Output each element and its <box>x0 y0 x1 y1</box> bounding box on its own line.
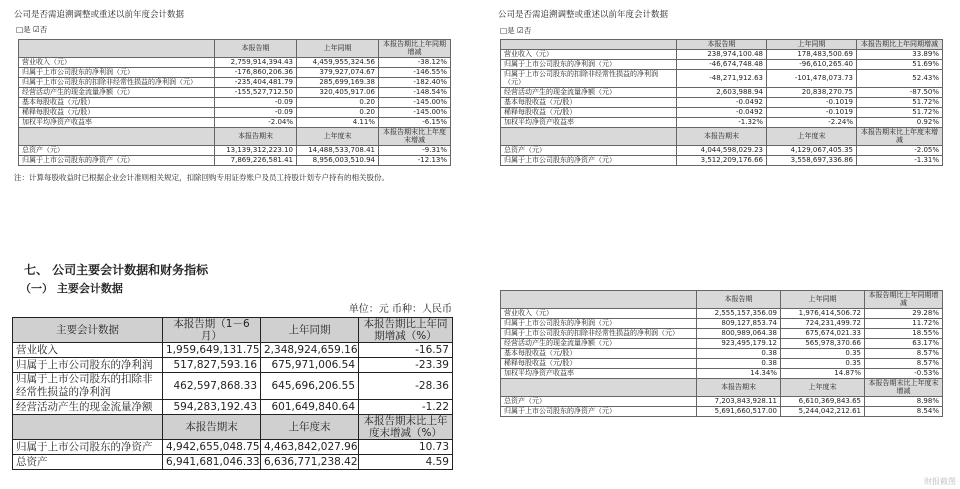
cell-value: 4,463,842,027.96 <box>261 440 359 455</box>
table-row <box>19 97 451 107</box>
cell-value: 14.87% <box>781 368 865 378</box>
table-row <box>501 358 943 368</box>
cell-value: 462,597,868.33 <box>163 373 261 400</box>
table-row <box>501 308 943 318</box>
row-label: 归属于上市公司股东的扣除非经常性损益的净利润（元） <box>501 70 677 88</box>
row-label: 归属于上市公司股东的扣除非经常性损益的净利润（元） <box>19 77 215 87</box>
cell-value: 0.20 <box>297 97 379 107</box>
br-table <box>500 290 943 417</box>
table-row <box>501 338 943 348</box>
watermark-text: 财报截图 <box>924 477 956 486</box>
top-right-panel <box>498 8 948 240</box>
tl-tbody <box>19 40 451 166</box>
cell-value: -0.0492 <box>677 97 767 107</box>
cell-value: 675,971,006.54 <box>261 358 359 373</box>
tr-option: □是 ☑否 <box>500 26 532 35</box>
table-row <box>19 57 451 67</box>
cell-value: -96,610,265.40 <box>767 60 857 70</box>
tr-header-row <box>501 40 943 50</box>
cell-value: 6,636,771,238.42 <box>261 455 359 470</box>
cell-value: 13,139,312,223.10 <box>215 145 297 155</box>
cell-value: 4,044,598,029.23 <box>677 145 767 155</box>
cell-value: -1.31% <box>857 155 943 165</box>
cell-value: 5,244,042,212.61 <box>781 406 865 416</box>
cell-value: -87.50% <box>857 87 943 97</box>
cell-value: 0.38 <box>697 358 781 368</box>
cell-value: 5,691,660,517.00 <box>697 406 781 416</box>
cell-value: 33.89% <box>857 50 943 60</box>
bottom-left-panel <box>10 256 460 486</box>
cell-value: 20,838,270.75 <box>767 87 857 97</box>
cell-value: 0.35 <box>781 358 865 368</box>
cell-value: -23.39 <box>359 358 453 373</box>
column-header <box>13 415 163 440</box>
cell-value: 379,927,074.67 <box>297 67 379 77</box>
table-row <box>13 400 453 415</box>
row-label: 经营活动产生的现金流量净额（元） <box>19 87 215 97</box>
table-row <box>501 328 943 338</box>
column-header <box>501 127 677 145</box>
cell-value: 7,203,843,928.11 <box>697 396 781 406</box>
cell-value: 63.17% <box>865 338 943 348</box>
row-label: 总资产（元） <box>501 396 697 406</box>
bl-header-row <box>13 318 453 343</box>
cell-value: 675,674,021.33 <box>781 328 865 338</box>
cell-value: 1,976,414,506.72 <box>781 308 865 318</box>
cell-value: 52.43% <box>857 70 943 88</box>
tr-tbody <box>501 40 943 166</box>
cell-value: 29.28% <box>865 308 943 318</box>
row-label: 归属于上市公司股东的净利润（元） <box>19 67 215 77</box>
cell-value: -0.09 <box>215 107 297 117</box>
bl-header-row <box>13 415 453 440</box>
row-label: 营业收入（元） <box>501 50 677 60</box>
cell-value: 238,974,100.48 <box>677 50 767 60</box>
row-label: 稀释每股收益（元/股） <box>19 107 215 117</box>
row-label: 营业收入（元） <box>501 308 697 318</box>
cell-value: -182.40% <box>379 77 451 87</box>
column-header: 本报告期末比上年度末增减 <box>379 127 451 145</box>
column-header <box>19 40 215 58</box>
column-header: 上年度末 <box>767 127 857 145</box>
column-header: 上年同期 <box>781 291 865 309</box>
cell-value: 3,558,697,336.86 <box>767 155 857 165</box>
cell-value: 51.69% <box>857 60 943 70</box>
row-label: 归属于上市公司股东的净资产（元） <box>501 406 697 416</box>
cell-value: 51.72% <box>857 107 943 117</box>
column-header <box>501 291 697 309</box>
row-label: 归属于上市公司股东的净利润 <box>13 358 163 373</box>
table-row <box>501 368 943 378</box>
column-header: 上年同期 <box>297 40 379 58</box>
column-header: 上年同期 <box>767 40 857 50</box>
cell-value: 645,696,206.55 <box>261 373 359 400</box>
row-label: 归属于上市公司股东的净利润（元） <box>501 318 697 328</box>
bl-tbody <box>13 318 453 470</box>
cell-value: 320,405,917.06 <box>297 87 379 97</box>
table-row <box>13 358 453 373</box>
row-label: 加权平均净资产收益率 <box>19 117 215 127</box>
column-header <box>19 127 215 145</box>
cell-value: 8.98% <box>865 396 943 406</box>
cell-value: 923,495,179.12 <box>697 338 781 348</box>
table-row <box>501 107 943 117</box>
cell-value: 6,610,369,843.65 <box>781 396 865 406</box>
row-label: 加权平均净资产收益率 <box>501 117 677 127</box>
cell-value: -1.22 <box>359 400 453 415</box>
row-label: 经营活动产生的现金流量净额（元） <box>501 338 697 348</box>
row-label: 营业收入 <box>13 343 163 358</box>
cell-value: -176,860,206.36 <box>215 67 297 77</box>
table-row <box>501 97 943 107</box>
cell-value: -148.54% <box>379 87 451 97</box>
cell-value: -0.09 <box>215 97 297 107</box>
table-row <box>501 50 943 60</box>
cell-value: -146.55% <box>379 67 451 77</box>
cell-value: 0.35 <box>781 348 865 358</box>
br-header-row <box>501 291 943 309</box>
table-row <box>19 67 451 77</box>
bl-unit: 单位：元 币种：人民币 <box>348 304 452 315</box>
cell-value: -12.13% <box>379 155 451 165</box>
cell-value: 594,283,192.43 <box>163 400 261 415</box>
cell-value: -0.1019 <box>767 97 857 107</box>
column-header: 本报告期末 <box>215 127 297 145</box>
cell-value: -48,271,912.63 <box>677 70 767 88</box>
table-row <box>19 155 451 165</box>
cell-value: 14.34% <box>697 368 781 378</box>
cell-value: 14,488,533,708.41 <box>297 145 379 155</box>
table-row <box>19 145 451 155</box>
table-row <box>501 348 943 358</box>
column-header: 本报告期比上年同期增减 <box>865 291 943 309</box>
column-header <box>501 40 677 50</box>
table-row <box>501 60 943 70</box>
table-row <box>19 117 451 127</box>
table-row <box>501 117 943 127</box>
cell-value: -46,674,748.48 <box>677 60 767 70</box>
column-header: 本报告期末 <box>677 127 767 145</box>
cell-value: 601,649,840.64 <box>261 400 359 415</box>
bottom-right-panel <box>498 290 948 480</box>
cell-value: -145.00% <box>379 97 451 107</box>
cell-value: -145.00% <box>379 107 451 117</box>
row-label: 稀释每股收益（元/股） <box>501 358 697 368</box>
tr-table <box>500 39 943 166</box>
row-label: 归属于上市公司股东的净利润（元） <box>501 60 677 70</box>
cell-value: -0.0492 <box>677 107 767 117</box>
cell-value: 8,956,003,510.94 <box>297 155 379 165</box>
table-row <box>501 396 943 406</box>
cell-value: -235,404,481.79 <box>215 77 297 87</box>
column-header: 上年度末 <box>261 415 359 440</box>
cell-value: 11.72% <box>865 318 943 328</box>
table-row <box>501 145 943 155</box>
table-row <box>19 107 451 117</box>
cell-value: -101,478,073.73 <box>767 70 857 88</box>
cell-value: -2.04% <box>215 117 297 127</box>
bl-table <box>12 317 453 470</box>
cell-value: 809,127,853.74 <box>697 318 781 328</box>
table-row <box>501 87 943 97</box>
row-label: 基本每股收益（元/股） <box>501 348 697 358</box>
cell-value: 3,512,209,176.66 <box>677 155 767 165</box>
column-header: 本报告期比上年同期增减（%） <box>359 318 453 343</box>
cell-value: -0.1019 <box>767 107 857 117</box>
column-header: 上年度末 <box>297 127 379 145</box>
cell-value: 8.57% <box>865 358 943 368</box>
row-label: 归属于上市公司股东的扣除非经常性损益的净利润 <box>13 373 163 400</box>
cell-value: 18.55% <box>865 328 943 338</box>
column-header: 本报告期 <box>215 40 297 58</box>
column-header: 本报告期 <box>697 291 781 309</box>
column-header: 本报告期 <box>677 40 767 50</box>
cell-value: 800,989,064.38 <box>697 328 781 338</box>
cell-value: 565,978,370.66 <box>781 338 865 348</box>
bl-section-title: 七、 公司主要会计数据和财务指标 <box>24 263 209 277</box>
top-left-panel <box>14 8 454 248</box>
row-label: 经营活动产生的现金流量净额 <box>13 400 163 415</box>
table-row <box>501 406 943 416</box>
tl-table <box>18 39 451 166</box>
cell-value: 8.57% <box>865 348 943 358</box>
column-header: 本报告期末比上年度末增减（%） <box>359 415 453 440</box>
tl-option: □是 ☑否 <box>16 25 48 34</box>
table-row <box>19 77 451 87</box>
cell-value: -9.31% <box>379 145 451 155</box>
row-label: 基本每股收益（元/股） <box>19 97 215 107</box>
table-row <box>13 440 453 455</box>
column-header: 本报告期末比上年度末增减 <box>857 127 943 145</box>
table-row <box>501 318 943 328</box>
column-header: 主要会计数据 <box>13 318 163 343</box>
row-label: 营业收入（元） <box>19 57 215 67</box>
column-header <box>501 378 697 396</box>
row-label: 总资产（元） <box>501 145 677 155</box>
cell-value: 724,231,499.72 <box>781 318 865 328</box>
cell-value: 2,759,914,394.43 <box>215 57 297 67</box>
cell-value: 2,348,924,659.16 <box>261 343 359 358</box>
row-label: 稀释每股收益（元/股） <box>501 107 677 117</box>
tl-heading: 公司是否需追溯调整或重述以前年度会计数据 <box>14 10 185 20</box>
tr-heading: 公司是否需追溯调整或重述以前年度会计数据 <box>498 10 669 20</box>
table-row <box>13 455 453 470</box>
row-label: 归属于上市公司股东的净资产（元） <box>501 155 677 165</box>
cell-value: 4,459,955,324.56 <box>297 57 379 67</box>
tl-footnote: 注：计算每股收益时已根据企业会计准则相关规定，扣除回购专用证券账户及员工持股计划专户持有的相关股份。 <box>14 172 389 182</box>
cell-value: 1,959,649,131.75 <box>163 343 261 358</box>
column-header: 本报告期末 <box>697 378 781 396</box>
cell-value: 7,869,226,581.41 <box>215 155 297 165</box>
cell-value: 8.54% <box>865 406 943 416</box>
tr-header-row <box>501 127 943 145</box>
cell-value: -2.05% <box>857 145 943 155</box>
cell-value: 178,483,500.69 <box>767 50 857 60</box>
cell-value: 0.38 <box>697 348 781 358</box>
table-row <box>13 373 453 400</box>
cell-value: -2.24% <box>767 117 857 127</box>
cell-value: 2,555,157,356.09 <box>697 308 781 318</box>
cell-value: -38.12% <box>379 57 451 67</box>
column-header: 上年度末 <box>781 378 865 396</box>
column-header: 本报告期（1－6月） <box>163 318 261 343</box>
tl-header-row <box>19 40 451 58</box>
cell-value: 517,827,593.16 <box>163 358 261 373</box>
row-label: 基本每股收益（元/股） <box>501 97 677 107</box>
cell-value: 285,699,169.38 <box>297 77 379 87</box>
column-header: 本报告期末比上年度末增减 <box>865 378 943 396</box>
row-label: 归属于上市公司股东的净资产（元） <box>19 155 215 165</box>
table-row <box>19 87 451 97</box>
cell-value: -6.15% <box>379 117 451 127</box>
cell-value: 4.11% <box>297 117 379 127</box>
row-label: 归属于上市公司股东的净资产 <box>13 440 163 455</box>
cell-value: -16.57 <box>359 343 453 358</box>
tl-header-row <box>19 127 451 145</box>
table-row <box>501 70 943 88</box>
cell-value: 51.72% <box>857 97 943 107</box>
row-label: 经营活动产生的现金流量净额（元） <box>501 87 677 97</box>
bl-sub-title: （一） 主要会计数据 <box>20 282 123 295</box>
cell-value: 4.59 <box>359 455 453 470</box>
cell-value: -155,527,712.50 <box>215 87 297 97</box>
cell-value: -1.32% <box>677 117 767 127</box>
table-row <box>501 155 943 165</box>
column-header: 本报告期比上年同期增减 <box>379 40 451 58</box>
cell-value: 0.92% <box>857 117 943 127</box>
column-header: 本报告期末 <box>163 415 261 440</box>
column-header: 上年同期 <box>261 318 359 343</box>
br-tbody <box>501 291 943 417</box>
column-header: 本报告期比上年同期增减 <box>857 40 943 50</box>
cell-value: -28.36 <box>359 373 453 400</box>
table-row <box>13 343 453 358</box>
br-header-row <box>501 378 943 396</box>
cell-value: 4,942,655,048.75 <box>163 440 261 455</box>
cell-value: 10.73 <box>359 440 453 455</box>
row-label: 总资产 <box>13 455 163 470</box>
cell-value: 0.20 <box>297 107 379 117</box>
cell-value: -0.53% <box>865 368 943 378</box>
cell-value: 2,603,988.94 <box>677 87 767 97</box>
cell-value: 4,129,067,405.35 <box>767 145 857 155</box>
cell-value: 6,941,681,046.33 <box>163 455 261 470</box>
row-label: 归属于上市公司股东的扣除非经常性损益的净利润（元） <box>501 328 697 338</box>
row-label: 总资产（元） <box>19 145 215 155</box>
row-label: 加权平均净资产收益率 <box>501 368 697 378</box>
